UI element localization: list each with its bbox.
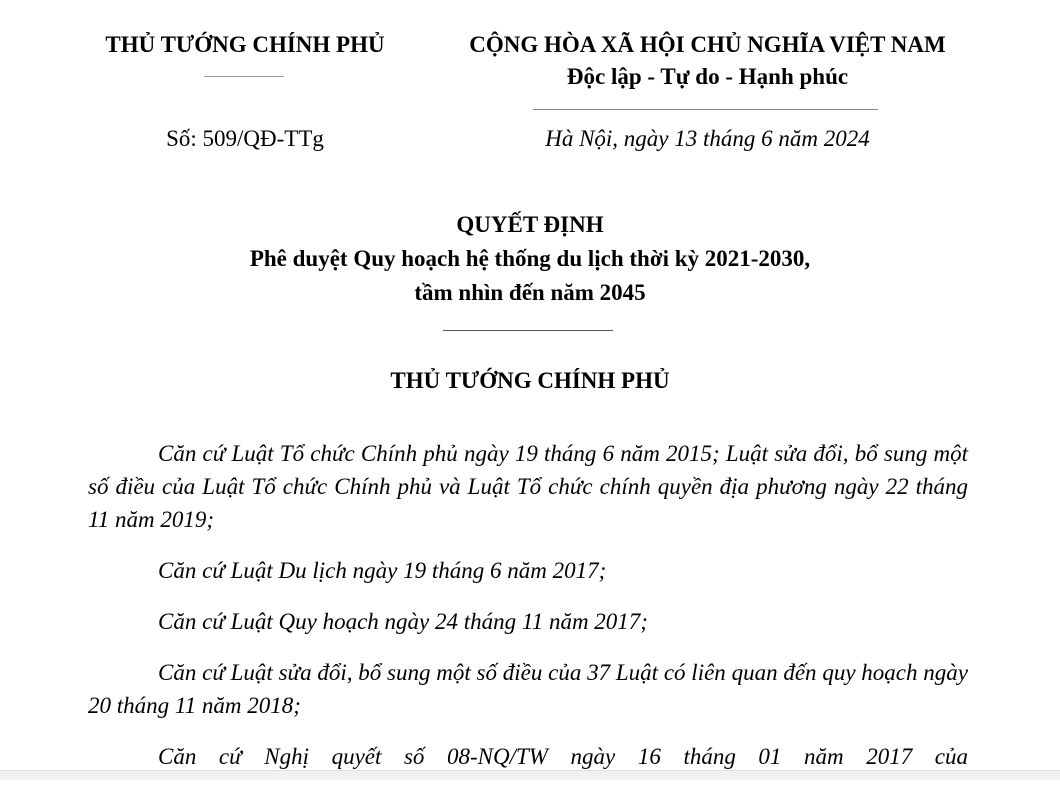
document-title xyxy=(80,208,980,310)
document-number: Số: 509/QĐ-TTg xyxy=(166,126,324,151)
document-subject-line-1: Phê duyệt Quy hoạch hệ thống du lịch thời kỳ 2021-2030, xyxy=(249,246,811,271)
issuer-underline xyxy=(204,76,284,77)
legal-basis-paragraph: Căn cứ Luật Du lịch ngày 19 tháng 6 năm 2017; xyxy=(158,558,607,583)
document-type: QUYẾT ĐỊNH xyxy=(456,212,604,237)
legal-basis-paragraph: Căn cứ Luật Quy hoạch ngày 24 tháng 11 năm 2017; xyxy=(158,609,648,634)
national-header xyxy=(425,30,990,92)
issuer-name: THỦ TƯỚNG CHÍNH PHỦ xyxy=(105,32,385,57)
legal-basis-paragraph: Căn cứ Luật sửa đổi, bổ sung một số điều của 37 Luật có liên quan đến quy hoạch ngày 20 tháng 11 năm 2018; xyxy=(88,660,968,718)
country-name: CỘNG HÒA XÃ HỘI CHỦ NGHĨA VIỆT NAM xyxy=(469,32,946,57)
title-underline xyxy=(443,330,613,331)
document-subject-line-2: tầm nhìn đến năm 2045 xyxy=(414,280,646,305)
legal-bases xyxy=(88,437,968,791)
place-and-date: Hà Nội, ngày 13 tháng 6 năm 2024 xyxy=(545,126,870,151)
legal-basis-paragraph: Căn cứ Nghị quyết số 08-NQ/TW ngày 16 tháng 01 năm 2017 của xyxy=(158,744,968,769)
motto-underline xyxy=(533,109,878,110)
legal-basis-paragraph: Căn cứ Luật Tổ chức Chính phủ ngày 19 tháng 6 năm 2015; Luật sửa đổi, bổ sung một số điều của Luật Tổ chức Chính phủ và Luật Tổ chức chính quyền địa phương ngày 22 tháng 11 năm 2019; xyxy=(88,441,968,532)
issuing-authority: THỦ TƯỚNG CHÍNH PHỦ xyxy=(390,368,670,393)
national-motto: Độc lập - Tự do - Hạnh phúc xyxy=(566,64,849,89)
issuer-header xyxy=(80,30,410,60)
